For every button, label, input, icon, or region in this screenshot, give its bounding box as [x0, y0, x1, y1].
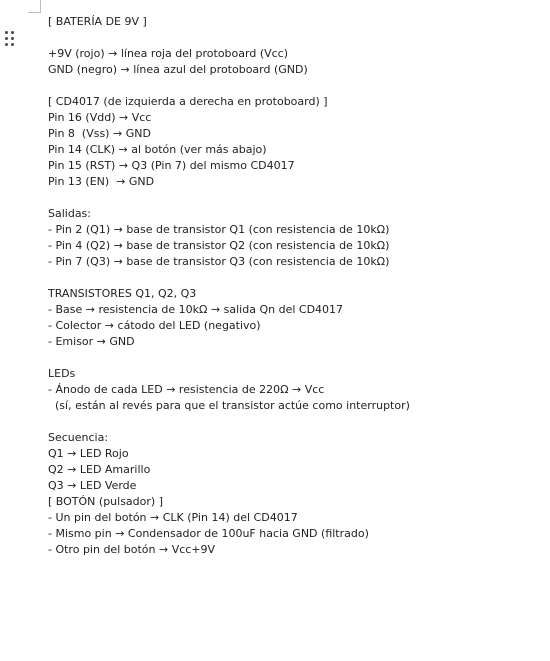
text-line: LEDs [48, 367, 76, 380]
text-line: - Colector → cátodo del LED (negativo) [48, 319, 261, 332]
text-line: (sí, están al revés para que el transistor actúe como interruptor) [48, 399, 410, 412]
text-line: Secuencia: [48, 431, 109, 444]
text-line: Pin 13 (EN) → GND [48, 175, 155, 188]
text-line [48, 350, 543, 366]
text-line: TRANSISTORES Q1, Q2, Q3 [48, 287, 197, 300]
text-line: - Ánodo de cada LED → resistencia de 220Ω → Vcc [48, 383, 325, 396]
text-line: - Otro pin del botón → Vcc+9V [48, 543, 216, 556]
text-line: [ BATERÍA DE 9V ] [48, 15, 147, 28]
text-line: GND (negro) → línea azul del protoboard (GND) [48, 63, 308, 76]
text-line: - Pin 7 (Q3) → base de transistor Q3 (con resistencia de 10kΩ) [48, 255, 390, 268]
text-line [48, 190, 543, 206]
text-line [48, 30, 543, 46]
drag-handle-icon[interactable] [5, 31, 15, 47]
text-line: - Pin 4 (Q2) → base de transistor Q2 (con resistencia de 10kΩ) [48, 239, 390, 252]
drag-dot [5, 37, 8, 40]
text-line: - Pin 2 (Q1) → base de transistor Q1 (con resistencia de 10kΩ) [48, 223, 390, 236]
text-line: +9V (rojo) → línea roja del protoboard (Vcc) [48, 47, 289, 60]
text-line [48, 414, 543, 430]
text-line [48, 78, 543, 94]
drag-dot [5, 31, 8, 34]
text-line: [ CD4017 (de izquierda a derecha en protoboard) ] [48, 95, 328, 108]
text-line: Pin 16 (Vdd) → Vcc [48, 111, 152, 124]
text-line: Q1 → LED Rojo [48, 447, 129, 460]
text-line: Q2 → LED Amarillo [48, 463, 151, 476]
text-line: Salidas: [48, 207, 91, 220]
drag-dot [11, 31, 14, 34]
text-line: - Mismo pin → Condensador de 100uF hacia GND (filtrado) [48, 527, 369, 540]
drag-dot [11, 37, 14, 40]
text-line: Pin 8 (Vss) → GND [48, 127, 151, 140]
text-line: [ BOTÓN (pulsador) ] [48, 495, 163, 508]
text-line: Q3 → LED Verde [48, 479, 137, 492]
document-text-body[interactable] [48, 14, 543, 558]
drag-dot [11, 43, 14, 46]
text-line: Pin 15 (RST) → Q3 (Pin 7) del mismo CD4017 [48, 159, 295, 172]
text-line [48, 270, 543, 286]
text-line: Pin 14 (CLK) → al botón (ver más abajo) [48, 143, 267, 156]
drag-dot [5, 43, 8, 46]
text-line: - Emisor → GND [48, 335, 135, 348]
text-line: - Base → resistencia de 10kΩ → salida Qn del CD4017 [48, 303, 344, 316]
page-corner-marker [28, 0, 41, 13]
text-line: - Un pin del botón → CLK (Pin 14) del CD4017 [48, 511, 298, 524]
